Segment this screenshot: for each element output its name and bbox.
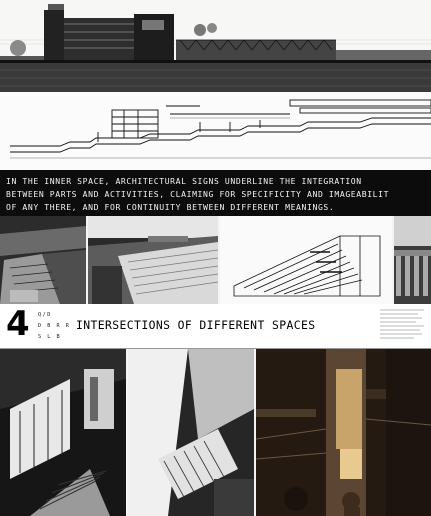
- section-title: INTERSECTIONS OF DIFFERENT SPACES: [76, 318, 316, 332]
- description-line-2: BETWEEN PARTS AND ACTIVITIES, CLAIMING FOR SPECIFICITY AND IMAGEABILIT: [6, 189, 390, 199]
- photo-stepped-terraces: [88, 216, 218, 304]
- photo-interior-warm-light: [256, 349, 431, 516]
- drawing-stepped-plan: [220, 216, 392, 304]
- technical-section-drawing: [0, 92, 431, 170]
- section-perspective-drawing: [0, 0, 431, 92]
- section-number: 4: [6, 304, 30, 344]
- photo-model-interior: [128, 349, 254, 516]
- photo-aerial-building: [0, 216, 86, 304]
- section-perspective-svg: [0, 0, 431, 92]
- technical-section-svg: [0, 92, 431, 170]
- legend-block: [378, 306, 428, 346]
- section-code-line-3: S L B: [38, 334, 62, 340]
- photo-facade-columns: [394, 216, 431, 304]
- description-band: [0, 170, 431, 216]
- description-line-3: OF ANY THERE, AND FOR CONTINUITY BETWEEN DIFFERENT MEANINGS.: [6, 202, 335, 212]
- photo-interior-staircase: [0, 349, 126, 516]
- description-line-1: IN THE INNER SPACE, ARCHITECTURAL SIGNS UNDERLINE THE INTEGRATION: [6, 176, 362, 186]
- section-code-line-2: D B R R: [38, 323, 71, 329]
- section-code-line-1: Q/D: [38, 312, 52, 318]
